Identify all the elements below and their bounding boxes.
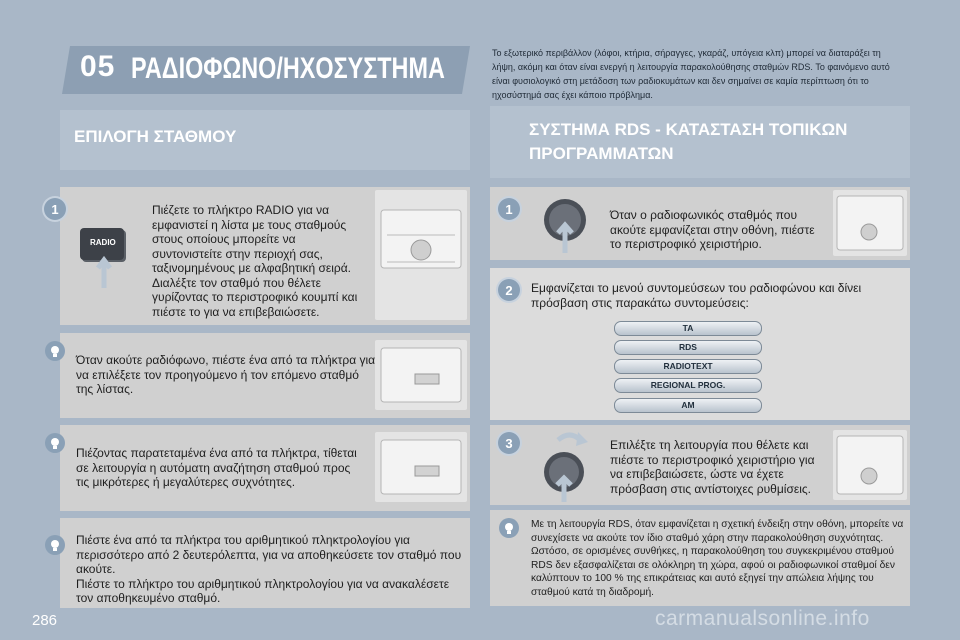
radio-button-label: RADIO	[90, 238, 116, 247]
right-tip-text: Με τη λειτουργία RDS, όταν εμφανίζεται η σχετική ένδειξη στην οθόνη, μπορείτε να συνεχίσετε να ακούτε τον ίδιο σταθμό χάρη στην παρακολούθηση συχνότητας. Ωστόσο, σε ορισμένες συνθήκες, η παρακολούθηση του συγκεκριμένου σταθμού RDS δεν εξασφαλίζεται σε ολόκληρη τη χώρα, αφού οι ραδιοφωνικοί σταθμοί δεν καλύπτουν το 100 % της επικράτειας και αυτό εξηγεί την απώλεια λήψης του σταθμού κατά τη διαδρομή.	[531, 519, 904, 598]
step-number-badge: 3	[498, 432, 520, 454]
left-tip2-text: Πιέζοντας παρατεταμένα ένα από τα πλήκτρα, τίθεται σε λειτουργία η αυτόματη αναζήτηση σταθμού προς τις μικρότερες ή μεγαλύτερες συχνότητες.	[76, 446, 357, 489]
radio-unit-illustration	[375, 340, 467, 410]
rotary-knob-turn-icon	[536, 422, 596, 502]
right-step2-text: Εμφανίζεται το μενού συντομεύσεων του ραδιοφώνου και δίνει πρόσβαση στις παρακάτω συντομεύσεις:	[531, 281, 862, 310]
lightbulb-icon	[498, 517, 520, 539]
lightbulb-icon	[44, 534, 66, 556]
chapter-title: ΡΑΔΙΟΦΩΝΟ/ΗΧΟΣΥΣΤΗΜΑ	[131, 52, 445, 85]
radio-unit-illustration	[833, 430, 907, 500]
step-number-badge: 1	[498, 198, 520, 220]
left-step1-text: Πιέζετε το πλήκτρο RADIO για να εμφανιστεί η λίστα με τους σταθμούς στους οποίους μπορείτε να συντονιστείτε στην περιοχή σας, ταξινομημένους με αλφαβητική σειρά. Διαλέξτε τον σταθμό που θέλετε γυρίζοντας το περιστροφικό κουμπί και πιέστε το για να επιβεβαιώσετε.	[152, 203, 358, 319]
radio-unit-illustration	[833, 190, 907, 256]
radio-unit-illustration	[375, 432, 467, 502]
radio-unit-illustration	[375, 190, 467, 320]
right-step3-text: Επιλέξτε τη λειτουργία που θέλετε και πιέστε το περιστροφικό χειριστήριο για να επιβεβαιώσετε, ώστε να έχετε πρόσβαση στις αντίστοιχες ρυθμίσεις.	[610, 438, 815, 496]
chapter-number: 05	[80, 50, 116, 83]
left-tip1-text: Όταν ακούτε ραδιόφωνο, πιέστε ένα από τα πλήκτρα για να επιλέξετε τον προηγούμενο ή τον επόμενο σταθμό της λίστας.	[76, 353, 376, 396]
menu-item-regional-prog[interactable]: REGIONAL PROG.	[614, 378, 762, 393]
right-step1-text: Όταν ο ραδιοφωνικός σταθμός που ακούτε εμφανίζεται στην οθόνη, πιέστε το περιστροφικό χειριστήριο.	[610, 208, 815, 251]
menu-item-rds[interactable]: RDS	[614, 340, 762, 355]
menu-item-am[interactable]: AM	[614, 398, 762, 413]
menu-item-radiotext[interactable]: RADIOTEXT	[614, 359, 762, 374]
lightbulb-icon	[44, 432, 66, 454]
rotary-knob-press-icon	[540, 195, 590, 255]
page-number: 286	[32, 612, 58, 629]
left-tip3-text: Πιέστε ένα από τα πλήκτρα του αριθμητικού πληκτρολογίου για περισσότερο από 2 δευτερόλεπτα, για να αποθηκεύσετε τον σταθμό που ακούτε. Πιέστε το πλήκτρο του αριθμητικού πληκτρολογίου για να ανακαλέσετε τον αποθηκευμένο σταθμό.	[76, 533, 462, 605]
step-number-badge: 2	[498, 279, 520, 301]
watermark: carmanualsonline.info	[655, 607, 870, 630]
lightbulb-icon	[44, 340, 66, 362]
step-number-badge: 1	[44, 198, 66, 220]
menu-item-ta[interactable]: TA	[614, 321, 762, 336]
left-section-title: ΕΠΙΛΟΓΗ ΣΤΑΘΜΟΥ	[74, 127, 237, 146]
radio-button-illustration	[78, 222, 130, 292]
right-section-title: ΣΥΣΤΗΜΑ RDS - ΚΑΤΑΣΤΑΣΗ ΤΟΠΙΚΩΝ ΠΡΟΓΡΑΜΜΑΤΩΝ	[529, 120, 848, 163]
intro-paragraph: Το εξωτερικό περιβάλλον (λόφοι, κτήρια, σήραγγες, γκαράζ, υπόγεια κλπ) μπορεί να διαταράξει τη λήψη, ακόμη και όταν είναι ενεργή η λειτουργία παρακολούθησης σταθμών RDS. Το φαινόμενο αυτό είναι φυσιολογικό στη μετάδοση των ραδιοκυμάτων και δεν σημαίνει σε καμία περίπτωση ότι το ηχοσύστημά σας έχει κάποιο πρόβλημα.	[492, 48, 890, 100]
